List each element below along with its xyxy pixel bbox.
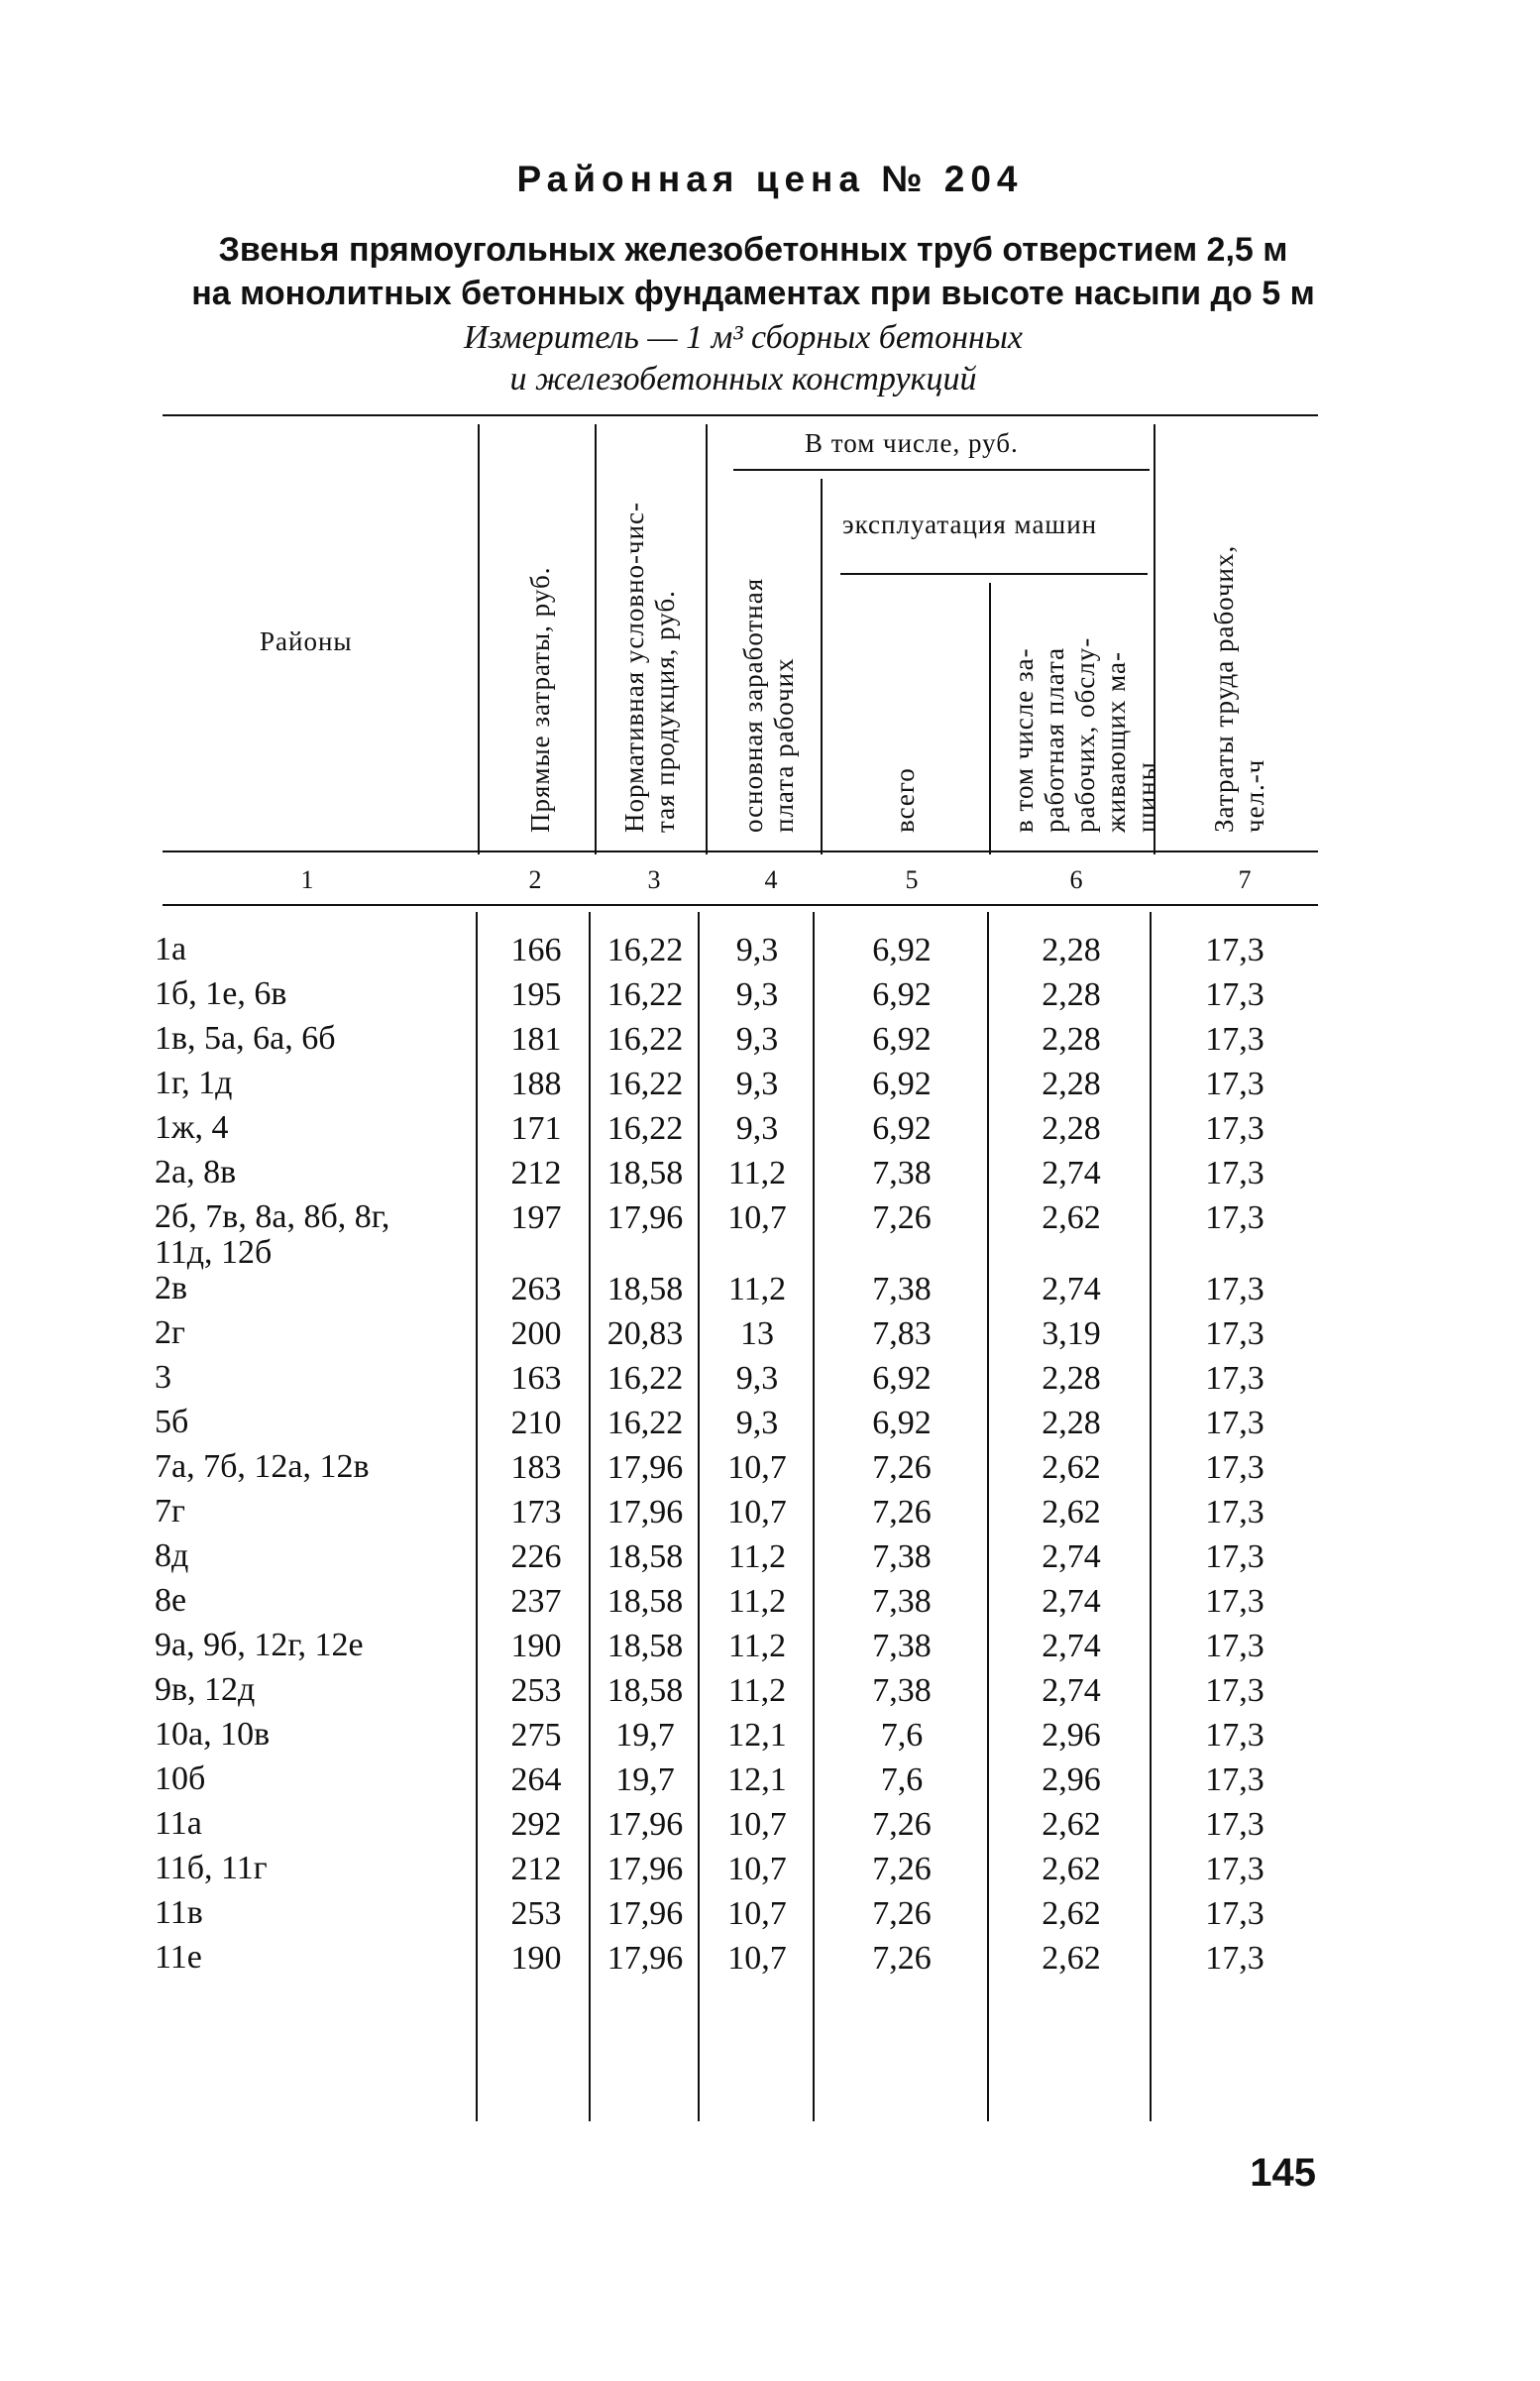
table-row xyxy=(149,1405,1316,1449)
header-divider-3 xyxy=(706,424,708,854)
region-cell: 3 xyxy=(155,1359,171,1396)
machine-total-cell: 6,92 xyxy=(872,976,932,1013)
region-cell: 11б, 11г xyxy=(155,1850,268,1886)
machine-total-cell: 7,38 xyxy=(872,1672,932,1709)
table-row xyxy=(149,1271,1316,1315)
normative-cell: 20,83 xyxy=(606,1315,684,1352)
labor-cell: 17,3 xyxy=(1205,1895,1265,1932)
labor-cell: 17,3 xyxy=(1205,1494,1265,1531)
machine-total-cell: 7,26 xyxy=(872,1449,932,1486)
column-number-2: 2 xyxy=(528,865,542,894)
machine-total-cell: 6,92 xyxy=(872,1066,932,1102)
base-wage-cell: 9,3 xyxy=(735,976,779,1013)
machine-wage-cell: 2,62 xyxy=(1042,1449,1101,1486)
base-wage-cell: 10,7 xyxy=(727,1851,787,1887)
normative-cell: 17,96 xyxy=(606,1806,684,1843)
header-including: В том числе, руб. xyxy=(805,428,1019,458)
machine-total-cell: 7,6 xyxy=(880,1717,924,1754)
region-cell: 1а xyxy=(155,931,187,967)
table-subtitle xyxy=(159,228,1348,315)
table-row xyxy=(149,1895,1316,1940)
region-cell: 10а, 10в xyxy=(155,1716,271,1753)
machine-wage-cell: 2,62 xyxy=(1042,1199,1101,1236)
machine-total-cell: 7,26 xyxy=(872,1494,932,1531)
machine-wage-cell: 2,74 xyxy=(1042,1583,1101,1620)
machine-total-cell: 6,92 xyxy=(872,1021,932,1058)
table-row xyxy=(149,1628,1316,1672)
machine-wage-cell: 2,62 xyxy=(1042,1806,1101,1843)
base-wage-cell: 10,7 xyxy=(727,1895,787,1932)
header-machine-wage: в том числе за- работная плата рабочих, обслу- живающих ма- шины xyxy=(1009,636,1161,833)
direct-costs-cell: 263 xyxy=(510,1271,562,1307)
labor-cell: 17,3 xyxy=(1205,1449,1265,1486)
normative-cell: 17,96 xyxy=(606,1940,684,1977)
base-wage-cell: 9,3 xyxy=(735,1405,779,1441)
machine-wage-cell: 2,28 xyxy=(1042,1021,1101,1058)
subtitle-line-2: на монолитных бетонных фундаментах при высоте насыпи до 5 м xyxy=(191,275,1315,312)
table-row xyxy=(149,1583,1316,1628)
labor-cell: 17,3 xyxy=(1205,1628,1265,1664)
normative-cell: 16,22 xyxy=(606,1405,684,1441)
column-number-5: 5 xyxy=(905,865,919,894)
table-row xyxy=(149,932,1316,976)
base-wage-cell: 9,3 xyxy=(735,1021,779,1058)
labor-cell: 17,3 xyxy=(1205,1717,1265,1754)
labor-cell: 17,3 xyxy=(1205,1315,1265,1352)
normative-cell: 16,22 xyxy=(606,1021,684,1058)
region-cell: 5б xyxy=(155,1404,189,1440)
direct-costs-cell: 183 xyxy=(510,1449,562,1486)
machine-wage-cell: 2,62 xyxy=(1042,1940,1101,1977)
machine-wage-cell: 2,62 xyxy=(1042,1851,1101,1887)
base-wage-cell: 9,3 xyxy=(735,1066,779,1102)
normative-cell: 17,96 xyxy=(606,1895,684,1932)
header-labor: Затраты труда рабочих, чел.-ч xyxy=(1209,544,1269,833)
table-body xyxy=(149,932,1316,1984)
header-total: всего xyxy=(890,767,920,833)
base-wage-cell: 13 xyxy=(740,1315,774,1352)
table-row xyxy=(149,1360,1316,1405)
machine-wage-cell: 3,19 xyxy=(1042,1315,1101,1352)
measure-unit xyxy=(297,317,1189,400)
direct-costs-cell: 171 xyxy=(510,1110,562,1147)
machine-wage-cell: 2,28 xyxy=(1042,1110,1101,1147)
subtitle-line-1: Звенья прямоугольных железобетонных труб отверстием 2,5 м xyxy=(218,231,1288,269)
region-cell: 11е xyxy=(155,1939,202,1976)
header-top-rule xyxy=(163,414,1318,416)
base-wage-cell: 10,7 xyxy=(727,1806,787,1843)
machine-total-cell: 7,26 xyxy=(872,1199,932,1236)
measure-line-1: Измеритель — 1 м³ сборных бетонных xyxy=(464,319,1023,356)
machine-wage-cell: 2,74 xyxy=(1042,1672,1101,1709)
machine-wage-cell: 2,74 xyxy=(1042,1271,1101,1307)
base-wage-cell: 11,2 xyxy=(727,1628,787,1664)
column-number-3: 3 xyxy=(647,865,661,894)
base-wage-cell: 11,2 xyxy=(727,1672,787,1709)
machine-total-cell: 7,26 xyxy=(872,1806,932,1843)
labor-cell: 17,3 xyxy=(1205,1110,1265,1147)
labor-cell: 17,3 xyxy=(1205,1021,1265,1058)
machine-total-cell: 7,38 xyxy=(872,1538,932,1575)
region-cell: 1в, 5а, 6а, 6б xyxy=(155,1020,336,1057)
table-row xyxy=(149,1449,1316,1494)
direct-costs-cell: 197 xyxy=(510,1199,562,1236)
direct-costs-cell: 253 xyxy=(510,1672,562,1709)
table-row xyxy=(149,1538,1316,1583)
normative-cell: 18,58 xyxy=(606,1538,684,1575)
normative-cell: 16,22 xyxy=(606,1110,684,1147)
table-row xyxy=(149,1021,1316,1066)
column-number-4: 4 xyxy=(764,865,778,894)
machine-wage-cell: 2,28 xyxy=(1042,932,1101,968)
normative-cell: 19,7 xyxy=(615,1761,675,1798)
region-cell: 11а xyxy=(155,1805,202,1842)
table-row xyxy=(149,1315,1316,1360)
normative-cell: 16,22 xyxy=(606,1360,684,1397)
table-row xyxy=(149,1494,1316,1538)
machine-wage-cell: 2,74 xyxy=(1042,1155,1101,1191)
labor-cell: 17,3 xyxy=(1205,932,1265,968)
direct-costs-cell: 163 xyxy=(510,1360,562,1397)
direct-costs-cell: 181 xyxy=(510,1021,562,1058)
header-divider-5 xyxy=(989,583,991,854)
region-cell: 8е xyxy=(155,1582,187,1619)
machine-total-cell: 7,38 xyxy=(872,1155,932,1191)
measure-line-2: и железобетонных конструкций xyxy=(509,361,977,397)
labor-cell: 17,3 xyxy=(1205,1199,1265,1236)
normative-cell: 16,22 xyxy=(606,932,684,968)
machine-total-cell: 7,6 xyxy=(880,1761,924,1798)
header-divider-1 xyxy=(478,424,480,854)
normative-cell: 18,58 xyxy=(606,1628,684,1664)
region-cell: 2г xyxy=(155,1314,185,1351)
labor-cell: 17,3 xyxy=(1205,1672,1265,1709)
base-wage-cell: 11,2 xyxy=(727,1271,787,1307)
direct-costs-cell: 188 xyxy=(510,1066,562,1102)
column-number-6: 6 xyxy=(1069,865,1083,894)
labor-cell: 17,3 xyxy=(1205,1155,1265,1191)
base-wage-cell: 12,1 xyxy=(727,1717,787,1754)
labor-cell: 17,3 xyxy=(1205,1271,1265,1307)
base-wage-cell: 11,2 xyxy=(727,1583,787,1620)
machine-wage-cell: 2,74 xyxy=(1042,1538,1101,1575)
direct-costs-cell: 275 xyxy=(510,1717,562,1754)
table-row xyxy=(149,1199,1316,1271)
header-divider-4 xyxy=(821,479,823,854)
region-cell: 8д xyxy=(155,1537,189,1574)
region-cell: 10б xyxy=(155,1760,206,1797)
header-base-wage: основная заработная плата рабочих xyxy=(738,577,799,833)
labor-cell: 17,3 xyxy=(1205,1538,1265,1575)
normative-cell: 17,96 xyxy=(606,1199,684,1236)
region-cell: 2б, 7в, 8а, 8б, 8г, 11д, 12б xyxy=(155,1198,390,1271)
table-row xyxy=(149,1940,1316,1984)
labor-cell: 17,3 xyxy=(1205,1360,1265,1397)
normative-cell: 16,22 xyxy=(606,1066,684,1102)
normative-cell: 17,96 xyxy=(606,1851,684,1887)
normative-cell: 18,58 xyxy=(606,1271,684,1307)
normative-cell: 18,58 xyxy=(606,1155,684,1191)
machine-total-cell: 7,38 xyxy=(872,1583,932,1620)
including-rule xyxy=(733,469,1150,471)
base-wage-cell: 10,7 xyxy=(727,1940,787,1977)
labor-cell: 17,3 xyxy=(1205,1940,1265,1977)
direct-costs-cell: 166 xyxy=(510,932,562,968)
column-number-7: 7 xyxy=(1238,865,1252,894)
region-cell: 1б, 1е, 6в xyxy=(155,975,287,1012)
direct-costs-cell: 253 xyxy=(510,1895,562,1932)
base-wage-cell: 9,3 xyxy=(735,1110,779,1147)
machine-total-cell: 7,26 xyxy=(872,1895,932,1932)
table-row xyxy=(149,1110,1316,1155)
header-regions: Районы xyxy=(260,626,353,656)
base-wage-cell: 11,2 xyxy=(727,1538,787,1575)
labor-cell: 17,3 xyxy=(1205,1405,1265,1441)
machine-wage-cell: 2,74 xyxy=(1042,1628,1101,1664)
header-machines: эксплуатация машин xyxy=(842,510,1098,539)
direct-costs-cell: 292 xyxy=(510,1806,562,1843)
region-cell: 9а, 9б, 12г, 12е xyxy=(155,1627,364,1663)
normative-cell: 18,58 xyxy=(606,1672,684,1709)
machine-wage-cell: 2,62 xyxy=(1042,1494,1101,1531)
machine-total-cell: 7,26 xyxy=(872,1851,932,1887)
region-cell: 11в xyxy=(155,1894,203,1931)
machine-wage-cell: 2,62 xyxy=(1042,1895,1101,1932)
machine-total-cell: 6,92 xyxy=(872,1405,932,1441)
region-cell: 7а, 7б, 12а, 12в xyxy=(155,1448,370,1485)
labor-cell: 17,3 xyxy=(1205,976,1265,1013)
direct-costs-cell: 226 xyxy=(510,1538,562,1575)
labor-cell: 17,3 xyxy=(1205,1806,1265,1843)
direct-costs-cell: 264 xyxy=(510,1761,562,1798)
machine-wage-cell: 2,28 xyxy=(1042,976,1101,1013)
table-row xyxy=(149,1717,1316,1761)
base-wage-cell: 11,2 xyxy=(727,1155,787,1191)
normative-cell: 16,22 xyxy=(606,976,684,1013)
machine-wage-cell: 2,96 xyxy=(1042,1761,1101,1798)
direct-costs-cell: 190 xyxy=(510,1628,562,1664)
table-row xyxy=(149,1155,1316,1199)
base-wage-cell: 9,3 xyxy=(735,932,779,968)
labor-cell: 17,3 xyxy=(1205,1851,1265,1887)
table-row xyxy=(149,1672,1316,1717)
page-title: Районная цена № 204 xyxy=(516,159,1024,199)
machine-total-cell: 7,38 xyxy=(872,1628,932,1664)
region-cell: 9в, 12д xyxy=(155,1671,256,1708)
direct-costs-cell: 195 xyxy=(510,976,562,1013)
region-cell: 2а, 8в xyxy=(155,1154,237,1190)
region-cell: 1ж, 4 xyxy=(155,1109,229,1146)
machine-total-cell: 6,92 xyxy=(872,1110,932,1147)
table-row xyxy=(149,976,1316,1021)
machine-wage-cell: 2,28 xyxy=(1042,1360,1101,1397)
machine-wage-cell: 2,28 xyxy=(1042,1066,1101,1102)
base-wage-cell: 9,3 xyxy=(735,1360,779,1397)
column-numbers-rule xyxy=(163,904,1318,906)
machine-wage-cell: 2,28 xyxy=(1042,1405,1101,1441)
base-wage-cell: 10,7 xyxy=(727,1449,787,1486)
page-number: 145 xyxy=(1250,2151,1316,2195)
normative-cell: 18,58 xyxy=(606,1583,684,1620)
header-divider-2 xyxy=(595,424,597,854)
machine-total-cell: 7,26 xyxy=(872,1940,932,1977)
labor-cell: 17,3 xyxy=(1205,1583,1265,1620)
machine-total-cell: 7,38 xyxy=(872,1271,932,1307)
machine-total-cell: 7,83 xyxy=(872,1315,932,1352)
table-row xyxy=(149,1761,1316,1806)
direct-costs-cell: 173 xyxy=(510,1494,562,1531)
base-wage-cell: 10,7 xyxy=(727,1199,787,1236)
direct-costs-cell: 237 xyxy=(510,1583,562,1620)
direct-costs-cell: 212 xyxy=(510,1851,562,1887)
column-number-1: 1 xyxy=(300,865,314,894)
region-cell: 1г, 1д xyxy=(155,1065,233,1101)
labor-cell: 17,3 xyxy=(1205,1066,1265,1102)
region-cell: 2в xyxy=(155,1270,188,1306)
normative-cell: 19,7 xyxy=(615,1717,675,1754)
price-table xyxy=(149,932,1316,1984)
labor-cell: 17,3 xyxy=(1205,1761,1265,1798)
region-cell: 7г xyxy=(155,1493,185,1530)
machine-total-cell: 6,92 xyxy=(872,1360,932,1397)
header-normative: Нормативная условно-чис- тая продукция, руб. xyxy=(619,501,680,833)
machine-total-cell: 6,92 xyxy=(872,932,932,968)
base-wage-cell: 10,7 xyxy=(727,1494,787,1531)
direct-costs-cell: 200 xyxy=(510,1315,562,1352)
direct-costs-cell: 190 xyxy=(510,1940,562,1977)
machine-wage-cell: 2,96 xyxy=(1042,1717,1101,1754)
direct-costs-cell: 210 xyxy=(510,1405,562,1441)
header-direct-costs: Прямые затраты, руб. xyxy=(525,566,555,833)
normative-cell: 17,96 xyxy=(606,1494,684,1531)
table-row xyxy=(149,1851,1316,1895)
table-row xyxy=(149,1066,1316,1110)
base-wage-cell: 12,1 xyxy=(727,1761,787,1798)
direct-costs-cell: 212 xyxy=(510,1155,562,1191)
header-bottom-rule xyxy=(163,850,1318,852)
table-row xyxy=(149,1806,1316,1851)
normative-cell: 17,96 xyxy=(606,1449,684,1486)
